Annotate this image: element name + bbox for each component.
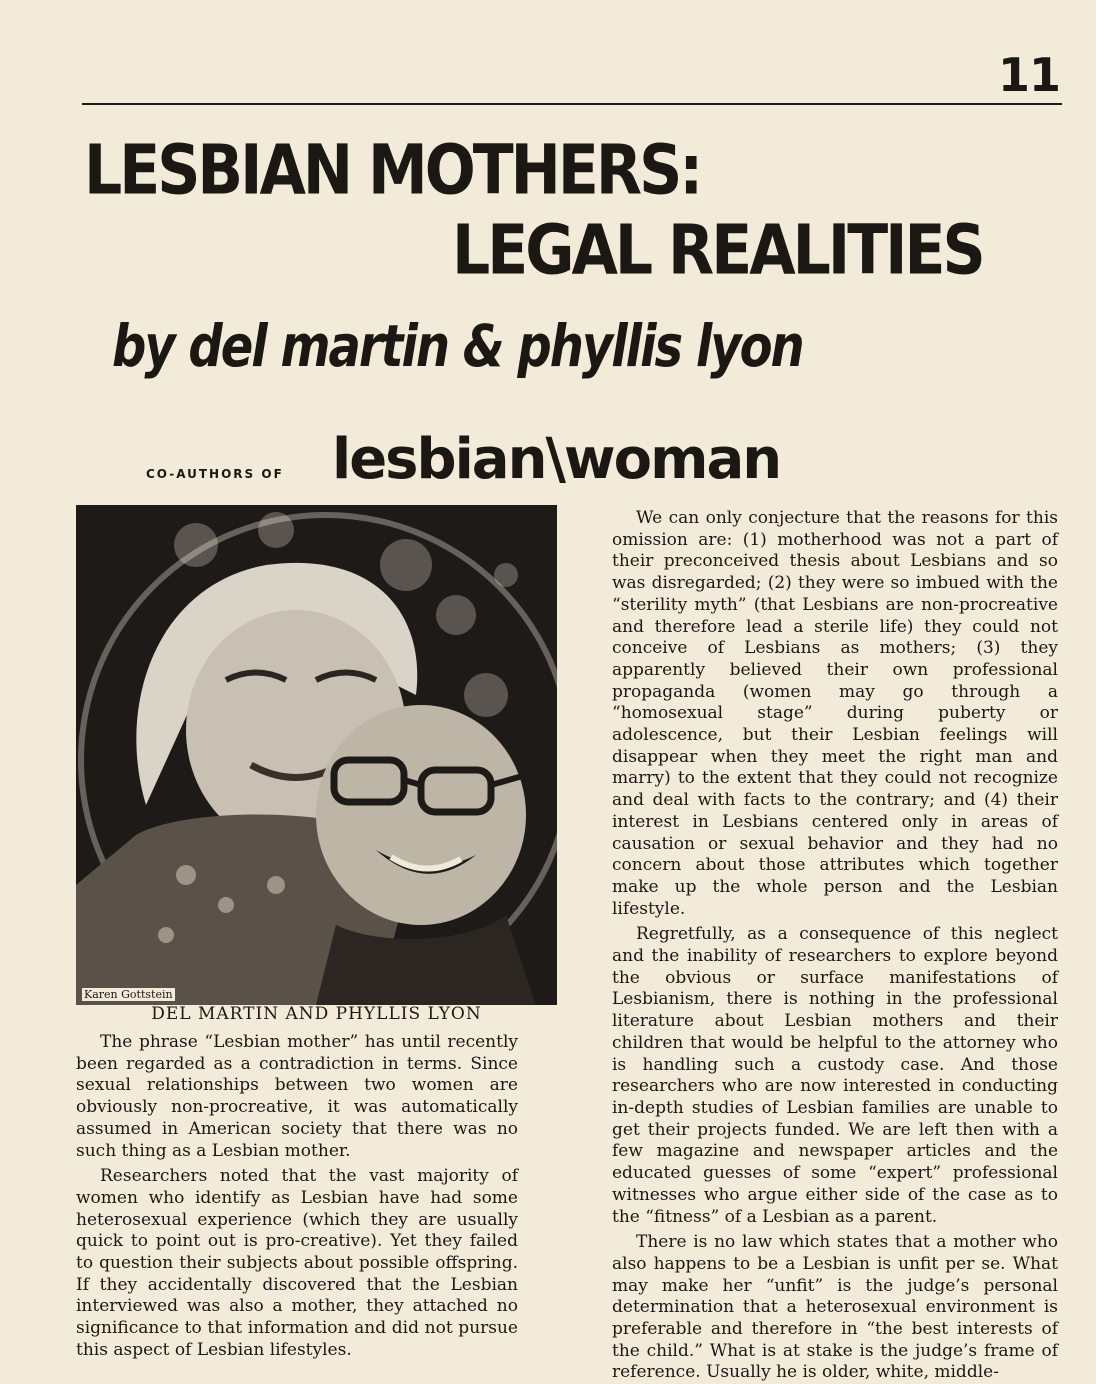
photo-caption: DEL MARTIN AND PHYLLIS LYON	[151, 1004, 482, 1024]
article-column-right	[612, 508, 1058, 1384]
portrait-illustration	[76, 505, 557, 1005]
photo-credit: Karen Gottstein	[84, 988, 173, 1001]
article-column-left	[76, 1032, 518, 1362]
byline: by del martin & phyllis lyon	[112, 313, 803, 381]
paragraph: There is no law which states that a mother who also happens to be a Lesbian is unfit per se. What may make her “unfit” is the judge’s personal determination that a heterosexual environment is preferable and therefore in “the best interests of the child.” What is at stake is the judge’s frame of reference. Usually he is older, white, middle-	[612, 1232, 1058, 1383]
page-number: 11	[997, 48, 1060, 102]
paragraph: Researchers noted that the vast majority of women who identify as Lesbian have had some heterosexual experience (which they are usually quick to point out is pro-creative). Yet they failed to question their subjects about possible offspring. If they accidentally discovered that the Lesbian interviewed was also a mother, they attached no significance to that information and did not pursue this aspect of Lesbian lifestyles.	[76, 1166, 518, 1360]
book-title: lesbian\woman	[332, 427, 781, 492]
paragraph: We can only conjecture that the reasons for this omission are: (1) motherhood was not a part of their preconceived thesis about Lesbians and so was disregarded; (2) they were so imbued with the “sterility myth” (that Lesbians are non-procreative and therefore lead a sterile life) they could not conceive of Lesbians as mothers; (3) they apparently believed their own professional propaganda (women may go through a “homosexual stage” during puberty or adolescence, but their Lesbian feelings will disappear when they meet the right man and marry) to the extent that they could not recognize and deal with facts to the contrary; and (4) their interest in Lesbians centered only in areas of causation or sexual behavior and they had no concern about those attributes which together make up the whole person and the Lesbian lifestyle.	[612, 508, 1058, 919]
paragraph: Regretfully, as a consequence of this neglect and the inability of researchers to explore beyond the obvious or surface manifestations of Lesbianism, there is nothing in the professional literature about Lesbian mothers and their children that would be helpful to the attorney who is handling such a custody case. And those researchers who are now interested in conducting in-depth studies of Lesbian families are unable to get their projects funded. We are left then with a few magazine and newspaper articles and the educated guesses of some “expert” professional witnesses who argue either side of the case as to the “fitness” of a Lesbian as a parent.	[612, 924, 1058, 1227]
coauthors-label: CO-AUTHORS OF	[146, 467, 284, 481]
paragraph: The phrase “Lesbian mother” has until recently been regarded as a contradiction in terms. Since sexual relationships between two women are obviously non-procreative, it was automatically assumed in American society that there was no such thing as a Lesbian mother.	[76, 1032, 518, 1161]
top-rule	[82, 103, 1062, 105]
headline-line-1: LESBIAN MOTHERS:	[84, 130, 701, 211]
author-photo	[76, 505, 557, 1005]
headline-line-2: LEGAL REALITIES	[452, 210, 983, 291]
